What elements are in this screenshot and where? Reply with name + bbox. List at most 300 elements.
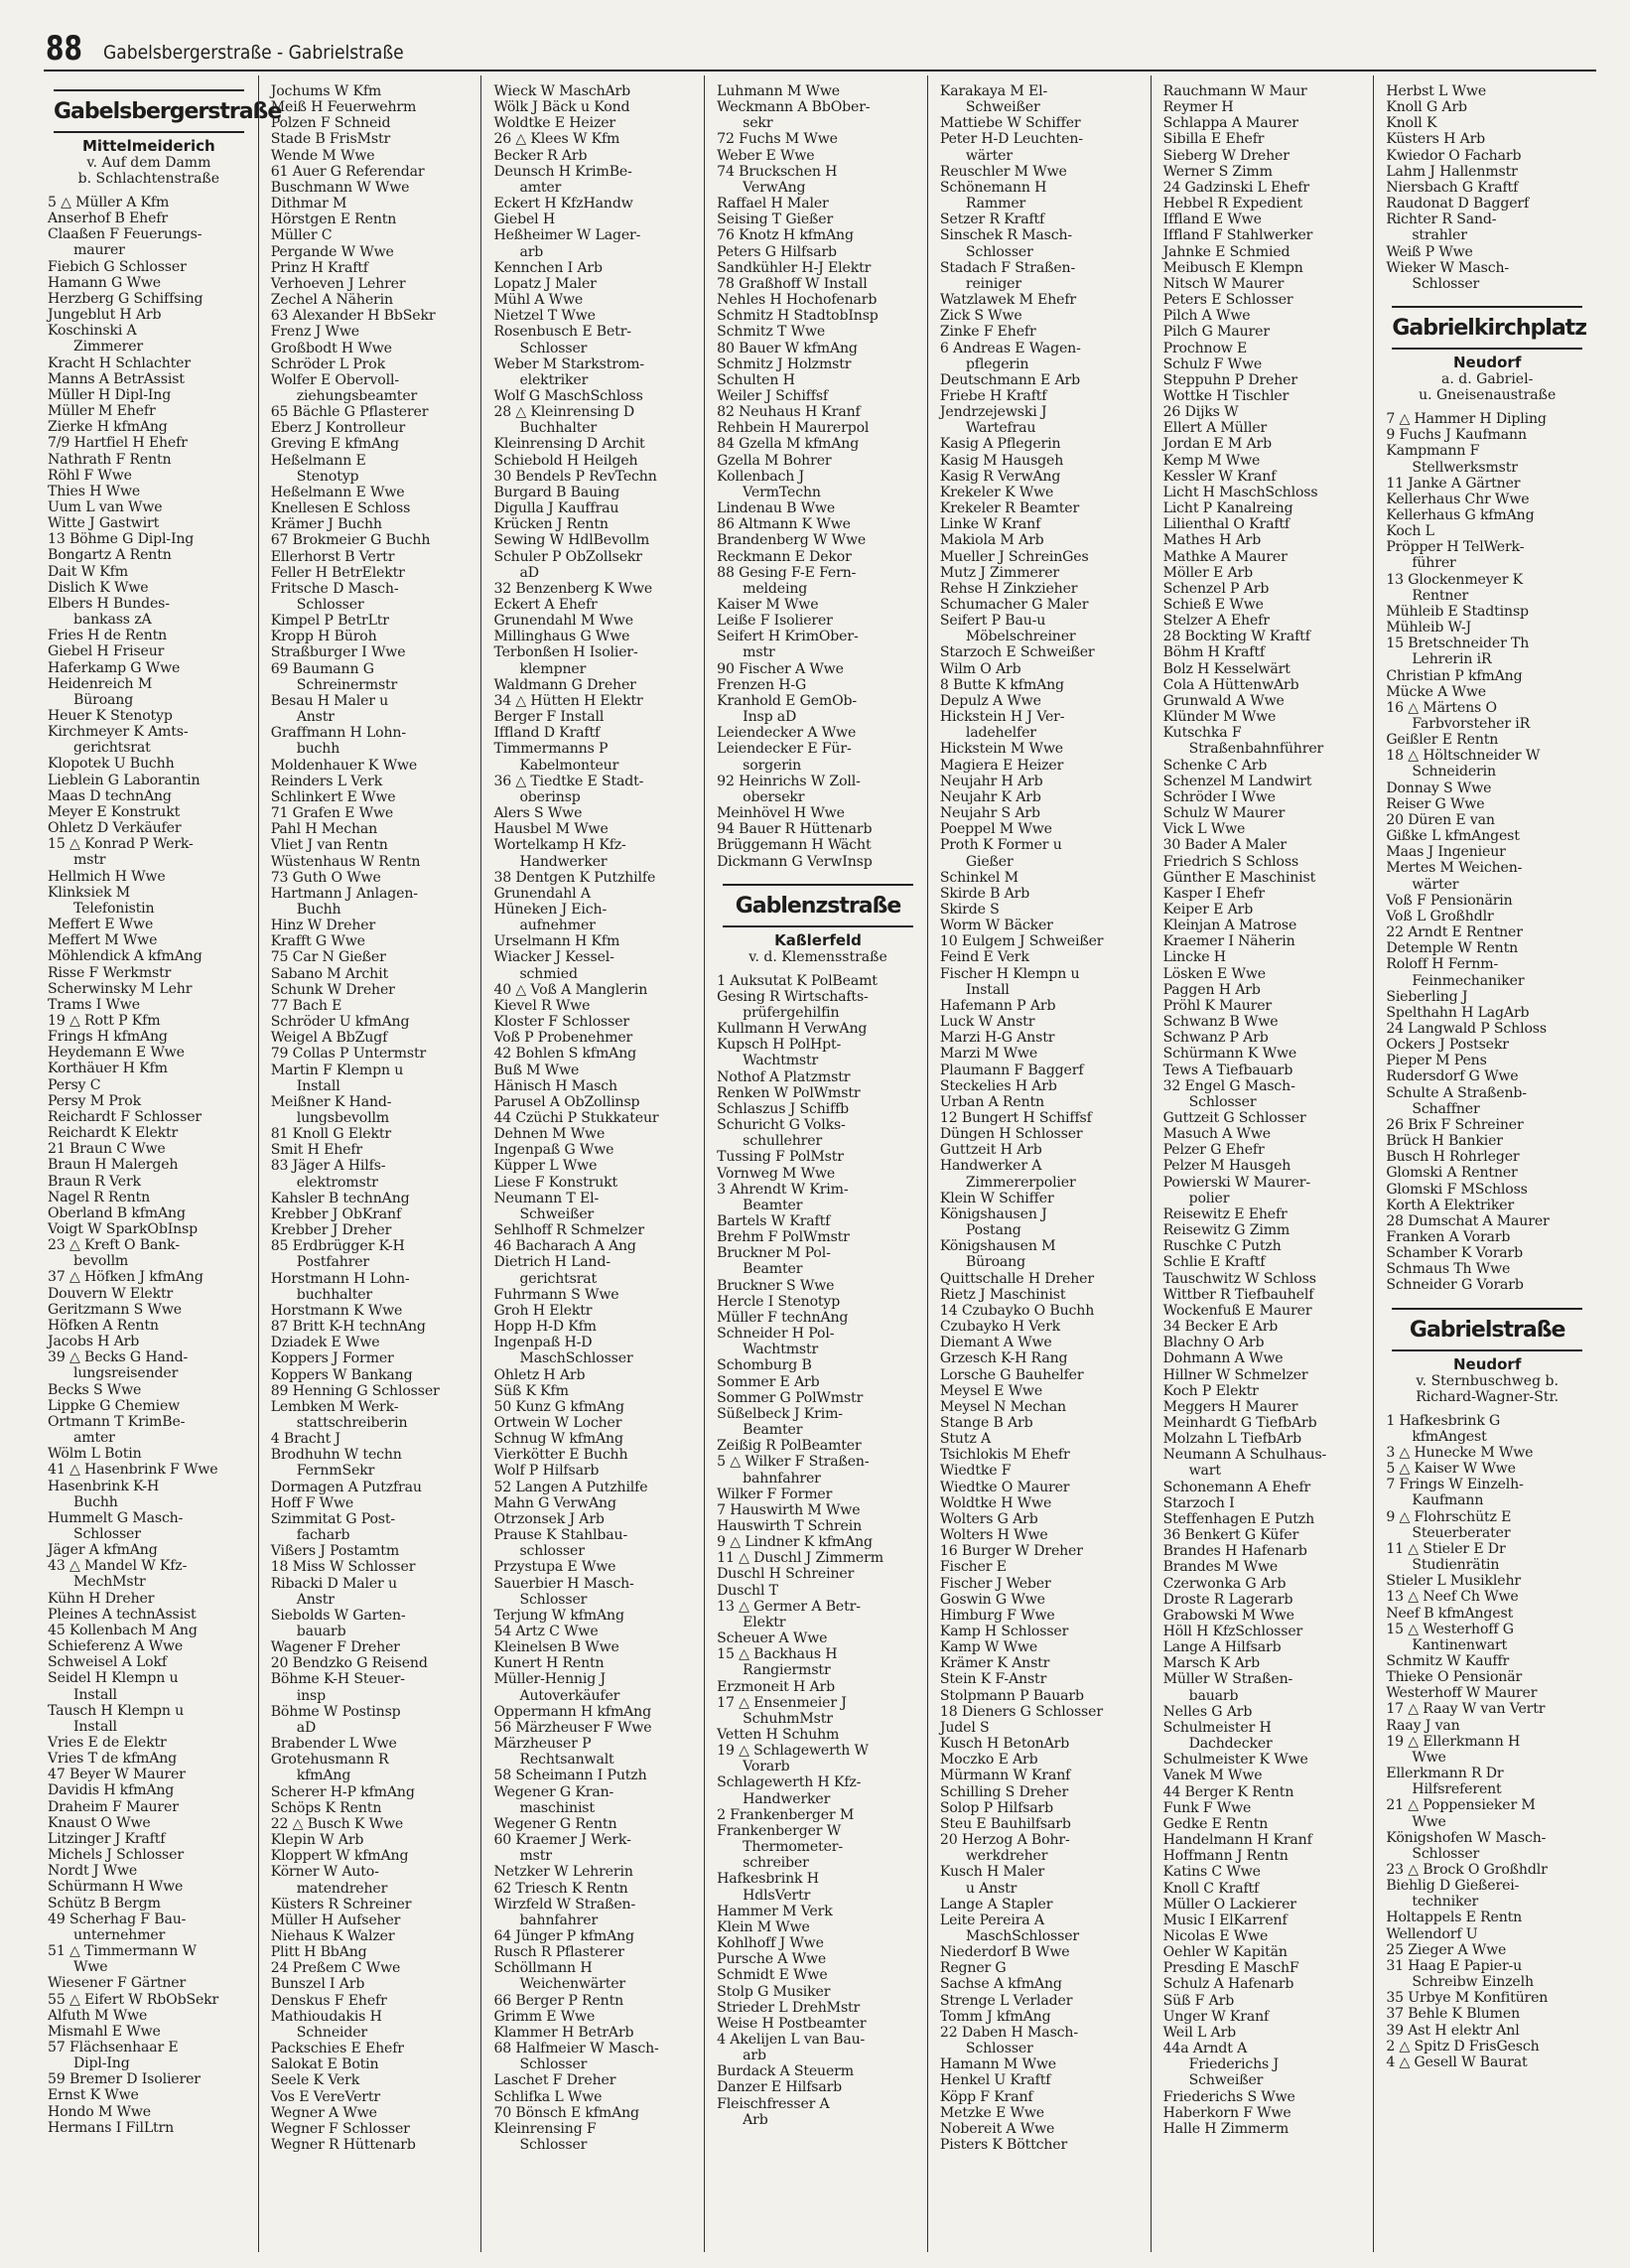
resident-entry: Sinschek R Masch- — [939, 227, 1073, 244]
entry-continuation: u Anstr — [965, 1880, 1018, 1897]
resident-entry: Handelmann H Kranf — [1162, 1832, 1312, 1849]
entry-continuation: Schlosser — [519, 2056, 588, 2073]
entry-continuation: klempner — [519, 660, 587, 677]
resident-entry: Weigel A BbZugf — [270, 1030, 388, 1047]
resident-entry: Sabano M Archit — [270, 965, 388, 982]
resident-entry: 7/9 Hartfiel H Ehefr — [48, 435, 188, 452]
resident-entry: Leiendecker A Wwe — [717, 725, 857, 742]
resident-entry: 7 Frings W Einzelh- — [1386, 1477, 1524, 1493]
entry-continuation: Vorarb — [743, 1759, 790, 1775]
resident-entry: Fritsche D Masch- — [270, 580, 399, 597]
resident-entry: Müller F technAng — [717, 1309, 849, 1326]
resident-entry: 22 Daben H Masch- — [939, 2024, 1078, 2041]
resident-entry: 20 Herzog A Bohr- — [939, 1832, 1070, 1849]
entry-continuation: Studienrätin — [1412, 1557, 1500, 1574]
resident-entry: Kleinelsen B Wwe — [493, 1639, 619, 1656]
resident-entry: Brandenberg W Wwe — [717, 532, 867, 549]
resident-entry: Brabender L Wwe — [270, 1736, 397, 1753]
resident-entry: 3 △ Hunecke M Wwe — [1386, 1444, 1534, 1461]
resident-entry: Kasig M Hausgeh — [939, 452, 1064, 469]
resident-entry: 74 Bruckschen H — [717, 163, 838, 180]
resident-entry: Kessler W Kranf — [1162, 468, 1277, 485]
entry-continuation: arb — [519, 243, 544, 260]
resident-entry: 36 △ Tiedtke E Stadt- — [493, 773, 644, 789]
resident-entry: Schenzel M Landwirt — [1162, 773, 1312, 789]
resident-entry: 28 Bockting W Kraftf — [1162, 629, 1310, 645]
entry-continuation: Insp aD — [743, 709, 797, 726]
resident-entry: Schwanz P Arb — [1162, 1030, 1269, 1047]
resident-entry: Gzella M Bohrer — [717, 452, 832, 469]
resident-entry: Witte J Gastwirt — [48, 515, 160, 532]
entry-continuation: Schlosser — [73, 1525, 141, 1542]
entry-continuation: Beamter — [743, 1261, 803, 1278]
entry-continuation: sorgerin — [743, 757, 802, 774]
page-number: 88 — [46, 29, 82, 69]
entry-continuation: mstr — [743, 644, 775, 661]
resident-entry: Küsters H Arb — [1386, 131, 1486, 148]
resident-entry: Persy C — [48, 1076, 101, 1093]
resident-entry: Rehbein H Maurerpol — [717, 420, 870, 437]
resident-entry: Niederdorf B Wwe — [939, 1944, 1070, 1961]
resident-entry: Krämer J Buchh — [270, 516, 382, 533]
entry-continuation: schlosser — [519, 1543, 585, 1560]
entry-continuation: obersekr — [743, 788, 805, 805]
resident-entry: Tomm J kfmAng — [939, 2008, 1051, 2025]
entry-continuation: Install — [73, 1718, 117, 1735]
resident-entry: 2 △ Spitz D FrisGesch — [1386, 2038, 1540, 2055]
resident-entry: Schonemann A Ehefr — [1162, 1479, 1311, 1495]
entry-continuation: maurer — [73, 242, 125, 259]
resident-entry: 65 Bächle G Pflasterer — [270, 404, 429, 421]
resident-entry: Düngen H Schlosser — [939, 1126, 1083, 1143]
resident-entry: Knoll K — [1386, 115, 1437, 132]
resident-entry: Schieferenz A Wwe — [48, 1638, 184, 1655]
resident-entry: Groh H Elektr — [493, 1302, 593, 1319]
spacer — [48, 187, 250, 195]
resident-entry: Hausbel M Wwe — [493, 821, 609, 838]
resident-entry: Nothof A Platzmstr — [717, 1068, 851, 1085]
resident-entry: 75 Car N Gießer — [270, 949, 386, 966]
entry-continuation: meldeing — [743, 580, 808, 597]
resident-entry: Meffert E Wwe — [48, 917, 154, 933]
resident-entry: Maas J Ingenieur — [1386, 844, 1506, 861]
entry-continuation: kfmAngest — [1412, 1428, 1487, 1445]
resident-entry: Kleinjan A Matrose — [1162, 918, 1297, 934]
resident-entry: Wölk J Bäck u Kond — [493, 99, 630, 116]
resident-entry: 19 △ Schlagewerth W — [717, 1743, 869, 1760]
resident-entry: Dait W Kfm — [48, 563, 128, 580]
resident-entry: 15 △ Konrad P Werk- — [48, 836, 194, 853]
resident-entry: Mürmann W Kranf — [939, 1768, 1071, 1784]
resident-entry: Schmitz J Holzmstr — [717, 355, 852, 372]
resident-entry: Bruckner M Pol- — [717, 1245, 831, 1262]
resident-entry: 44a Arndt A — [1162, 2041, 1248, 2057]
resident-entry: 26 Brix F Schreiner — [1386, 1116, 1524, 1133]
resident-entry: Schmitz T Wwe — [717, 324, 826, 341]
resident-entry: Kirchmeyer K Amts- — [48, 724, 189, 741]
street-heading: Gabrielstraße — [1392, 1308, 1582, 1351]
resident-entry: Schöps K Rentn — [270, 1799, 382, 1816]
resident-entry: Proth K Former u — [939, 837, 1062, 854]
resident-entry: Dohmann A Wwe — [1162, 1350, 1284, 1367]
resident-entry: Knaust O Wwe — [48, 1814, 151, 1831]
resident-entry: Fleischfresser A — [717, 2095, 830, 2112]
street-range: u. Gneisenaustraße — [1419, 387, 1557, 404]
resident-entry: Stadach F Straßen- — [939, 259, 1076, 276]
entry-continuation: Dachdecker — [1188, 1736, 1273, 1753]
resident-entry: Risse F Werkmstr — [48, 964, 172, 981]
resident-entry: 54 Artz C Wwe — [493, 1624, 599, 1639]
resident-entry: Wolf P Hilfsarb — [493, 1463, 600, 1480]
street-range: v. d. Klemensstraße — [748, 948, 887, 965]
resident-entry: Grunendahl M Wwe — [493, 613, 633, 630]
entry-continuation: MaschSchlosser — [965, 1927, 1079, 1944]
resident-entry: Sandkühler H-J Elektr — [717, 259, 872, 276]
resident-entry: Deutschmann E Arb — [939, 371, 1081, 388]
resident-entry: Ingenpaß G Wwe — [493, 1142, 614, 1159]
resident-entry: Vries E de Elektr — [48, 1735, 167, 1751]
resident-entry: Siebolds W Garten- — [270, 1607, 406, 1624]
resident-entry: 24 Langwald P Schloss — [1386, 1020, 1547, 1037]
resident-entry: 71 Grafen E Wwe — [270, 805, 394, 822]
resident-entry: Liese F Konstrukt — [493, 1174, 618, 1191]
resident-entry: 47 Beyer W Maurer — [48, 1767, 186, 1783]
resident-entry: Jäger A kfmAng — [48, 1542, 158, 1559]
resident-entry: Vetten H Schuhm — [717, 1727, 840, 1743]
resident-entry: Martin F Klempn u — [270, 1062, 404, 1078]
resident-entry: Kühn H Dreher — [48, 1590, 155, 1607]
resident-entry: Scherer H-P kfmAng — [270, 1783, 415, 1800]
resident-entry: Wölm L Botin — [48, 1446, 142, 1463]
resident-entry: 13 Böhme G Dipl-Ing — [48, 531, 195, 548]
resident-entry: Seele K Verk — [270, 2072, 360, 2089]
resident-entry: Lahm J Hallenmstr — [1386, 163, 1518, 180]
entry-continuation: mstr — [73, 852, 106, 869]
resident-entry: Vick L Wwe — [1162, 821, 1246, 838]
resident-entry: Schilling S Dreher — [939, 1783, 1069, 1800]
resident-entry: Rudersdorf G Wwe — [1386, 1068, 1519, 1085]
entry-continuation: Install — [296, 1077, 340, 1094]
column-6 — [1151, 75, 1374, 2252]
resident-entry: Laschet F Dreher — [493, 2072, 616, 2089]
resident-entry: Reuschler M Wwe — [939, 163, 1067, 180]
resident-entry: Lilienthal O Kraftf — [1162, 516, 1290, 533]
resident-entry: Schröder L Prok — [270, 355, 385, 372]
resident-entry: Nordt J Wwe — [48, 1863, 138, 1880]
entry-continuation: Wachtmstr — [743, 1342, 819, 1358]
resident-entry: Lopatz J Maler — [493, 275, 597, 292]
resident-entry: Heßelmann E — [270, 452, 366, 469]
resident-entry: Dislich K Wwe — [48, 579, 149, 596]
resident-entry: 9 Fuchs J Kaufmann — [1386, 427, 1527, 444]
resident-entry: Kropp H Büroh — [270, 629, 377, 645]
entry-continuation: Feinmechaniker — [1412, 972, 1525, 989]
resident-entry: Douvern W Elektr — [48, 1285, 174, 1302]
resident-entry: Voigt W SparkObInsp — [48, 1221, 198, 1237]
resident-entry: 34 △ Hütten H Elektr — [493, 692, 643, 709]
resident-entry: Persy M Prok — [48, 1092, 141, 1109]
resident-entry: Besau H Maler u — [270, 692, 389, 709]
resident-entry: 23 △ Brock O Großhdlr — [1386, 1862, 1548, 1878]
entry-continuation: Kabelmonteur — [519, 757, 619, 774]
resident-entry: Fiebich G Schlosser — [48, 258, 187, 275]
resident-entry: Meyer E Konstrukt — [48, 803, 181, 820]
resident-entry: Gißke L kfmAngest — [1386, 828, 1520, 845]
resident-entry: Spelthahn H LagArb — [1386, 1004, 1530, 1021]
resident-entry: Leiendecker E Für- — [717, 741, 852, 758]
resident-entry: Strenge L Verlader — [939, 1992, 1073, 2009]
resident-entry: Kutschka F — [1162, 725, 1242, 742]
resident-entry: Berger F Install — [493, 709, 605, 726]
resident-entry: Krebber J Dreher — [270, 1222, 392, 1239]
resident-entry: 92 Heinrichs W Zoll- — [717, 773, 861, 789]
resident-entry: Diemant A Wwe — [939, 1335, 1052, 1351]
resident-entry: Geißler E Rentn — [1386, 732, 1499, 749]
resident-entry: 32 Engel G Masch- — [1162, 1077, 1295, 1094]
running-title: Gabelsbergerstraße - Gabrielstraße — [103, 42, 404, 64]
resident-entry: Lange A Stapler — [939, 1896, 1053, 1913]
resident-entry: Roloff H Fernm- — [1386, 956, 1499, 973]
resident-entry: 26 △ Klees W Kfm — [493, 131, 620, 148]
page-header — [46, 26, 1596, 69]
resident-entry: Wegner R Hüttenarb — [270, 2137, 416, 2153]
entry-continuation: Büroang — [965, 1254, 1025, 1271]
resident-entry: Handwerker A — [939, 1158, 1042, 1175]
resident-entry: Grimm E Wwe — [493, 2008, 596, 2025]
resident-entry: Küpper L Wwe — [493, 1158, 598, 1175]
resident-entry: Nobereit A Wwe — [939, 2120, 1055, 2137]
resident-entry: 38 Dentgen K Putzhilfe — [493, 869, 656, 886]
resident-entry: Schulz A Hafenarb — [1162, 1976, 1294, 1993]
resident-entry: 13 △ Germer A Betr- — [717, 1598, 861, 1615]
resident-entry: Schieß E Wwe — [1162, 597, 1264, 613]
resident-entry: Neef B kfmAngest — [1386, 1605, 1514, 1622]
resident-entry: Hickstein M Wwe — [939, 741, 1063, 758]
resident-entry: 13 Glockenmeyer K — [1386, 571, 1524, 588]
resident-entry: Krücken J Rentn — [493, 516, 609, 533]
resident-entry: Haberkorn F Wwe — [1162, 2104, 1291, 2121]
resident-entry: Draheim F Maurer — [48, 1798, 179, 1815]
resident-entry: Hafkesbrink H — [717, 1871, 819, 1888]
resident-entry: 7 △ Hammer H Dipling — [1386, 411, 1547, 428]
entry-continuation: Zimmererpolier — [965, 1174, 1076, 1191]
resident-entry: Giebel H Friseur — [48, 643, 165, 660]
resident-entry: Schulte A Straßenb- — [1386, 1084, 1527, 1101]
resident-entry: Busch H Rohrleger — [1386, 1149, 1520, 1166]
resident-entry: Pergande W Wwe — [270, 243, 394, 260]
resident-entry: Uum L van Wwe — [48, 498, 163, 515]
resident-entry: Sewing W HdlBevollm — [493, 532, 650, 549]
spacer — [1386, 292, 1588, 300]
resident-entry: Schmitz H StadtobInsp — [717, 308, 879, 325]
resident-entry: Leiße F Isolierer — [717, 613, 833, 630]
resident-entry: 31 Haag E Papier-u — [1386, 1957, 1523, 1974]
resident-entry: 28 △ Kleinrensing D — [493, 404, 635, 421]
resident-entry: Wolters G Arb — [939, 1510, 1038, 1527]
resident-entry: Böhm H Kraftf — [1162, 644, 1265, 661]
entry-continuation: polier — [1188, 1190, 1230, 1206]
resident-entry: Kusch H BetonArb — [939, 1736, 1070, 1753]
resident-entry: Koppers W Bankang — [270, 1366, 413, 1383]
resident-entry: Graffmann H Lohn- — [270, 725, 406, 742]
resident-entry: Przystupa E Wwe — [493, 1559, 616, 1576]
entry-continuation: Schweißer — [519, 1205, 595, 1222]
resident-entry: Jungeblut H Arb — [48, 307, 162, 324]
resident-entry: Jochums W Kfm — [270, 83, 382, 99]
resident-entry: Oppermann H kfmAng — [493, 1703, 651, 1720]
resident-entry: Wottke H Tischler — [1162, 387, 1290, 404]
resident-entry: Neumann T El- — [493, 1190, 600, 1206]
resident-entry: Marzi H-G Anstr — [939, 1030, 1055, 1047]
entry-continuation: Schlosser — [965, 243, 1033, 260]
resident-entry: Rehse H Zinkzieher — [939, 580, 1078, 597]
resident-entry: Schinkel M — [939, 869, 1019, 886]
resident-entry: Hoffmann J Rentn — [1162, 1848, 1289, 1865]
resident-entry: Luck W Anstr — [939, 1014, 1035, 1031]
resident-entry: Thies H Wwe — [48, 483, 141, 499]
resident-entry: Wilker F Former — [717, 1486, 833, 1502]
resident-entry: Schumacher G Maler — [939, 597, 1089, 613]
entry-continuation: Schweißer — [1188, 2072, 1264, 2089]
resident-entry: Pilch G Maurer — [1162, 324, 1270, 341]
entry-continuation: Stenotyp — [296, 468, 359, 485]
resident-entry: Kranhold E GemOb- — [717, 692, 857, 709]
resident-entry: Hänisch H Masch — [493, 1077, 617, 1094]
resident-entry: Kusch H Maler — [939, 1864, 1045, 1881]
spacer — [1386, 1405, 1588, 1413]
resident-entry: 63 Alexander H BbSekr — [270, 308, 436, 325]
resident-entry: Molzahn L TiefbArb — [1162, 1431, 1302, 1448]
resident-entry: 57 Flächsenhaar E — [48, 2039, 179, 2055]
resident-entry: Friebe H Kraftf — [939, 387, 1047, 404]
resident-entry: Davidis H kfmAng — [48, 1782, 175, 1799]
resident-entry: 69 Baumann G — [270, 660, 374, 677]
resident-entry: Makiola M Arb — [939, 532, 1044, 549]
resident-entry: Verhoeven J Lehrer — [270, 275, 406, 292]
resident-entry: Kellerhaus Chr Wwe — [1386, 491, 1530, 507]
resident-entry: Stange B Arb — [939, 1414, 1033, 1431]
resident-entry: Donnay S Wwe — [1386, 780, 1492, 796]
resident-entry: Ortwein W Locher — [493, 1414, 622, 1431]
entry-continuation: Schlosser — [965, 2041, 1033, 2057]
resident-entry: Meggers H Maurer — [1162, 1398, 1298, 1415]
resident-entry: 42 Bohlen S kfmAng — [493, 1046, 637, 1063]
resident-entry: Mertes M Weichen- — [1386, 860, 1523, 877]
resident-entry: Cola A HüttenwArb — [1162, 676, 1299, 693]
resident-entry: Böhme W Postinsp — [270, 1703, 401, 1720]
resident-entry: 15 △ Westerhoff G — [1386, 1621, 1514, 1637]
resident-entry: Starzoch I — [1162, 1494, 1235, 1511]
resident-entry: Powierski W Maurer- — [1162, 1174, 1311, 1191]
resident-entry: Ingenpaß H-D — [493, 1335, 593, 1351]
resident-entry: Zeißig R PolBeamter — [717, 1438, 862, 1455]
entry-continuation: Schneider — [296, 2024, 368, 2041]
resident-entry: Reinders L Verk — [270, 773, 383, 789]
resident-entry: Ortmann T KrimBe- — [48, 1413, 186, 1430]
resident-entry: Lieblein G Laborantin — [48, 772, 201, 788]
resident-entry: Sieberling J — [1386, 988, 1468, 1005]
resident-entry: Skirde B Arb — [939, 885, 1030, 902]
entry-continuation: kfmAng — [296, 1768, 351, 1784]
resident-entry: Eckert A Ehefr — [493, 597, 598, 613]
resident-entry: Schulz W Maurer — [1162, 805, 1286, 822]
resident-entry: 44 Berger K Rentn — [1162, 1783, 1294, 1800]
resident-entry: Kampmann F — [1386, 443, 1480, 460]
resident-entry: Königshausen J — [939, 1205, 1047, 1222]
entry-continuation: aD — [519, 564, 539, 581]
resident-entry: Reckmann E Dekor — [717, 548, 852, 565]
entry-continuation: Dipl-Ing — [73, 2055, 130, 2072]
resident-entry: Lembken M Werk- — [270, 1398, 399, 1415]
resident-entry: Schneider G Vorarb — [1386, 1277, 1524, 1294]
resident-entry: Krekeler K Wwe — [939, 484, 1054, 500]
resident-entry: Mühl A Wwe — [493, 292, 584, 309]
resident-entry: Grunwald A Wwe — [1162, 692, 1285, 709]
resident-entry: Raffael H Maler — [717, 196, 829, 213]
resident-entry: 34 Becker E Arb — [1162, 1319, 1279, 1336]
resident-entry: Tews A Tiefbauarb — [1162, 1062, 1293, 1078]
entry-continuation: Schweißer — [965, 99, 1040, 116]
resident-entry: Sommer E Arb — [717, 1373, 820, 1390]
resident-entry: Timmermanns P — [493, 741, 609, 758]
resident-entry: Marsch K Arb — [1162, 1655, 1260, 1672]
resident-entry: Kasper I Ehefr — [1162, 885, 1265, 902]
resident-entry: Klein W Schiffer — [939, 1190, 1054, 1206]
resident-entry: 21 △ Poppensieker M — [1386, 1797, 1536, 1814]
resident-entry: Koppers J Former — [270, 1350, 394, 1367]
resident-entry: Manns A BetrAssist — [48, 370, 185, 387]
resident-entry: Voß F Pensionärin — [1386, 892, 1513, 909]
resident-entry: Kellerhaus G kfmAng — [1386, 506, 1535, 523]
entry-continuation: Beamter — [743, 1422, 803, 1439]
resident-entry: Richter R Sand- — [1386, 212, 1497, 228]
resident-entry: 67 Brokmeier G Buchh — [270, 532, 431, 549]
entry-continuation: Install — [965, 981, 1010, 998]
entry-continuation: wärter — [965, 147, 1013, 164]
resident-entry: Mismahl E Wwe — [48, 2023, 161, 2040]
resident-entry: Wegner F Schlosser — [270, 2120, 410, 2137]
resident-entry: Tauschwitz W Schloss — [1162, 1270, 1316, 1287]
resident-entry: 4 Akelijen L van Bau- — [717, 2031, 866, 2048]
resident-entry: Greving E kfmAng — [270, 436, 399, 453]
resident-entry: Iffland E Wwe — [1162, 212, 1262, 228]
resident-entry: Voß L Großhdlr — [1386, 908, 1494, 924]
resident-entry: Hoff F Wwe — [270, 1494, 354, 1511]
resident-entry: Kloppert W kfmAng — [270, 1848, 409, 1865]
resident-entry: Lindenau B Wwe — [717, 500, 836, 517]
resident-entry: Becks S Wwe — [48, 1381, 142, 1398]
resident-entry: Kaiser M Wwe — [717, 597, 819, 613]
resident-entry: Bruckner S Wwe — [717, 1277, 835, 1294]
entry-continuation: Kantinenwart — [1412, 1636, 1508, 1653]
resident-entry: Schenke C Arb — [1162, 757, 1268, 774]
entry-continuation: pflegerin — [965, 355, 1029, 372]
entry-continuation: MechMstr — [73, 1574, 146, 1591]
resident-entry: Wiedtke F — [939, 1463, 1012, 1480]
resident-entry: Nietzel T Wwe — [493, 308, 596, 325]
resident-entry: Skirde S — [939, 901, 1000, 918]
resident-entry: Knellesen E Schloss — [270, 500, 411, 517]
resident-entry: 35 Urbye M Konfitüren — [1386, 1990, 1549, 2007]
resident-entry: Kasig R VerwAng — [939, 468, 1061, 485]
resident-entry: 37 Behle K Blumen — [1386, 2006, 1521, 2023]
entry-continuation: bankass zA — [73, 612, 152, 629]
resident-entry: Meiß H Feuerwehrm — [270, 99, 417, 116]
resident-entry: Dithmar M — [270, 196, 347, 213]
entry-continuation: Schlosser — [1188, 1093, 1257, 1110]
resident-entry: Burgard B Bauing — [493, 484, 620, 500]
entry-continuation: wart — [1188, 1463, 1221, 1480]
